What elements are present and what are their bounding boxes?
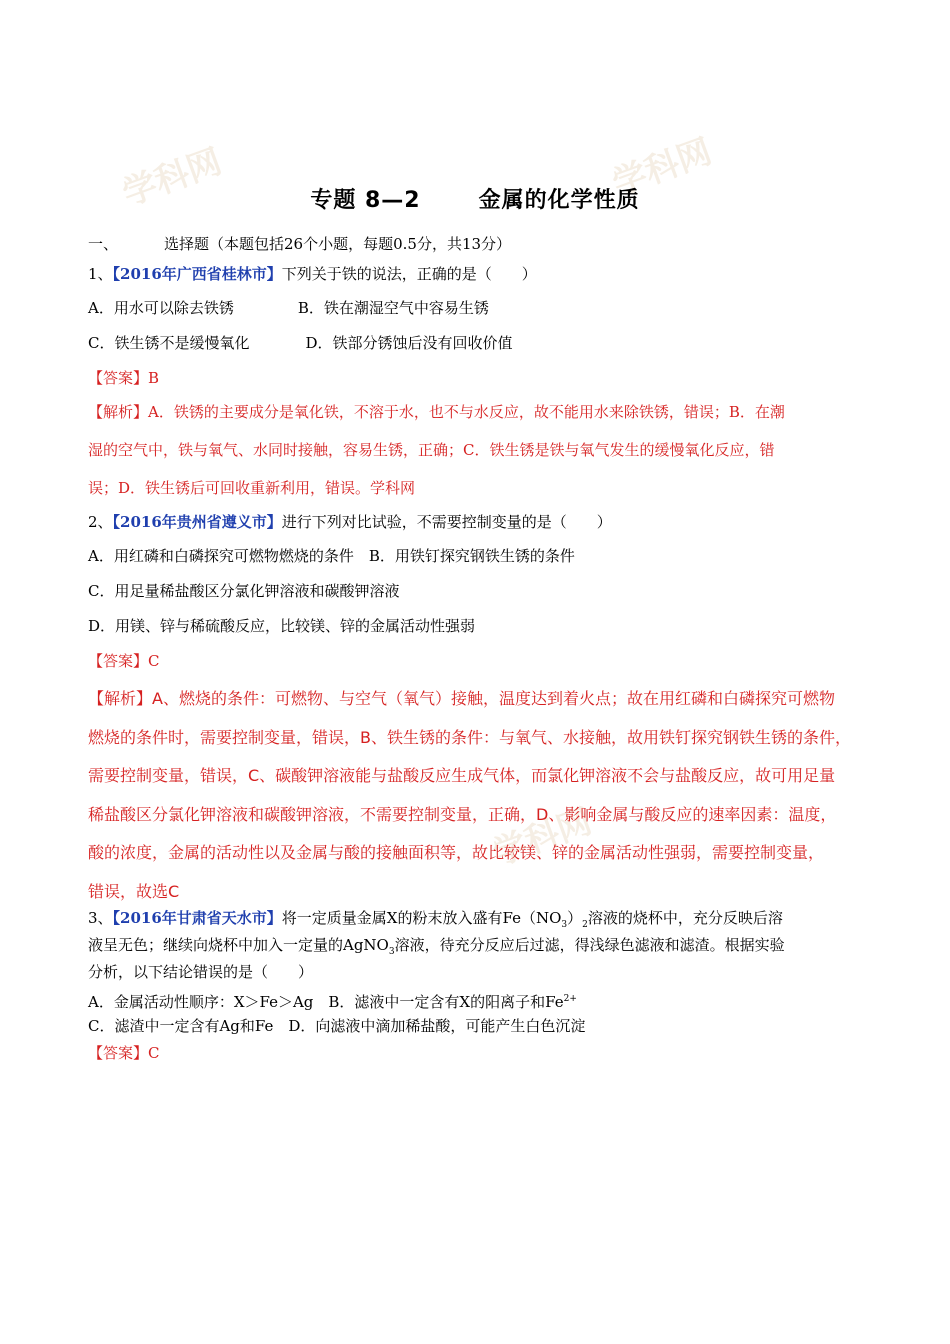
section-heading: 一、 选择题（本题包括26个小题，每题0.5分，共13分）	[88, 235, 512, 253]
question-2-answer: 【答案】C	[88, 652, 160, 670]
question-source: 【2016年甘肃省天水市】	[112, 909, 282, 927]
page-title: 专题 8—2 金属的化学性质	[310, 188, 640, 213]
question-3-options-cd: C．滤渣中一定含有Ag和Fe D．向滤液中滴加稀盐酸，可能产生白色沉淀	[88, 1017, 586, 1035]
question-1-options-ab: A．用水可以除去铁锈 B．铁在潮湿空气中容易生锈	[88, 299, 489, 317]
question-3-stem-line-1: 3、【2016年甘肃省天水市】将一定质量金属X的粉末放入盛有$Fe(NO_3)_2$溶液的烧杯中，充分反映后溶	[88, 909, 783, 930]
question-source: 【2016年贵州省遵义市】	[112, 513, 282, 531]
question-3-answer: 【答案】C	[88, 1044, 160, 1062]
watermark-logo: 学科网	[117, 141, 227, 215]
question-1-answer: 【答案】B	[88, 369, 160, 387]
question-1-analysis: 【解析】A．铁锈的主要成分是氧化铁，不溶于水，也不与水反应，故不能用水来除铁锈，错误；B．在潮 湿的空气中，铁与氧气、水同时接触，容易生锈，正确；C．铁生锈是铁与氧气发生的缓慢氧化反应，错 误；D．铁生锈后可回收重新利用，错误。学科网	[88, 403, 785, 497]
question-2-option-c: C．用足量稀盐酸区分氯化钾溶液和碳酸钾溶液	[88, 582, 400, 600]
question-1-options-cd: C．铁生锈不是缓慢氧化 D．铁部分锈蚀后没有回收价值	[88, 334, 513, 352]
question-1-stem: 1、【2016年广西省桂林市】下列关于铁的说法，正确的是（ ）	[88, 265, 537, 283]
question-source: 【2016年广西省桂林市】	[112, 265, 282, 283]
question-2-stem: 2、【2016年贵州省遵义市】进行下列对比试验，不需要控制变量的是（ ）	[88, 513, 612, 531]
question-2-analysis: 【解析】A、燃烧的条件：可燃物、与空气（氧气）接触，温度达到着火点；故在用红磷和白磷探究可燃物 燃烧的条件时，需要控制变量，错误，B、铁生锈的条件：与氧气、水接触，故用铁钉探究钢铁生锈的条件， 需要控制变量，错误，C、碳酸钾溶液能与盐酸反应生成气体，而氯化钾溶液不会与盐酸反应，故可用足量 稀盐酸区分氯化钾溶液和碳酸钾溶液，不需要控制变量，正确，D、影响金属与酸反应的速率因素：温度， 酸的浓度，金属的活动性以及金属与酸的接触面积等，故比较镁、锌的金属活动性强弱，需要控制变量， 错误，故选C	[88, 689, 851, 901]
question-3-options-ab: A．金属活动性顺序：X＞Fe＞Ag B．滤液中一定含有X的阳离子和$Fe^{2+}$	[88, 993, 577, 1011]
question-2-options-ab: A．用红磷和白磷探究可燃物燃烧的条件 B．用铁钉探究钢铁生锈的条件	[88, 547, 575, 565]
question-2-option-d: D．用镁、锌与稀硫酸反应，比较镁、锌的金属活动性强弱	[88, 617, 476, 635]
watermark-logo: 学科网	[487, 801, 597, 875]
watermark-logo: 学科网	[607, 131, 717, 205]
question-3-stem-line-2: 液呈无色；继续向烧杯中加入一定量的AgNO$_3$溶液，待充分反应后过滤，得浅绿色滤液和滤渣。根据实验	[88, 936, 785, 957]
question-3-stem-line-3: 分析，以下结论错误的是（ ）	[88, 963, 314, 981]
